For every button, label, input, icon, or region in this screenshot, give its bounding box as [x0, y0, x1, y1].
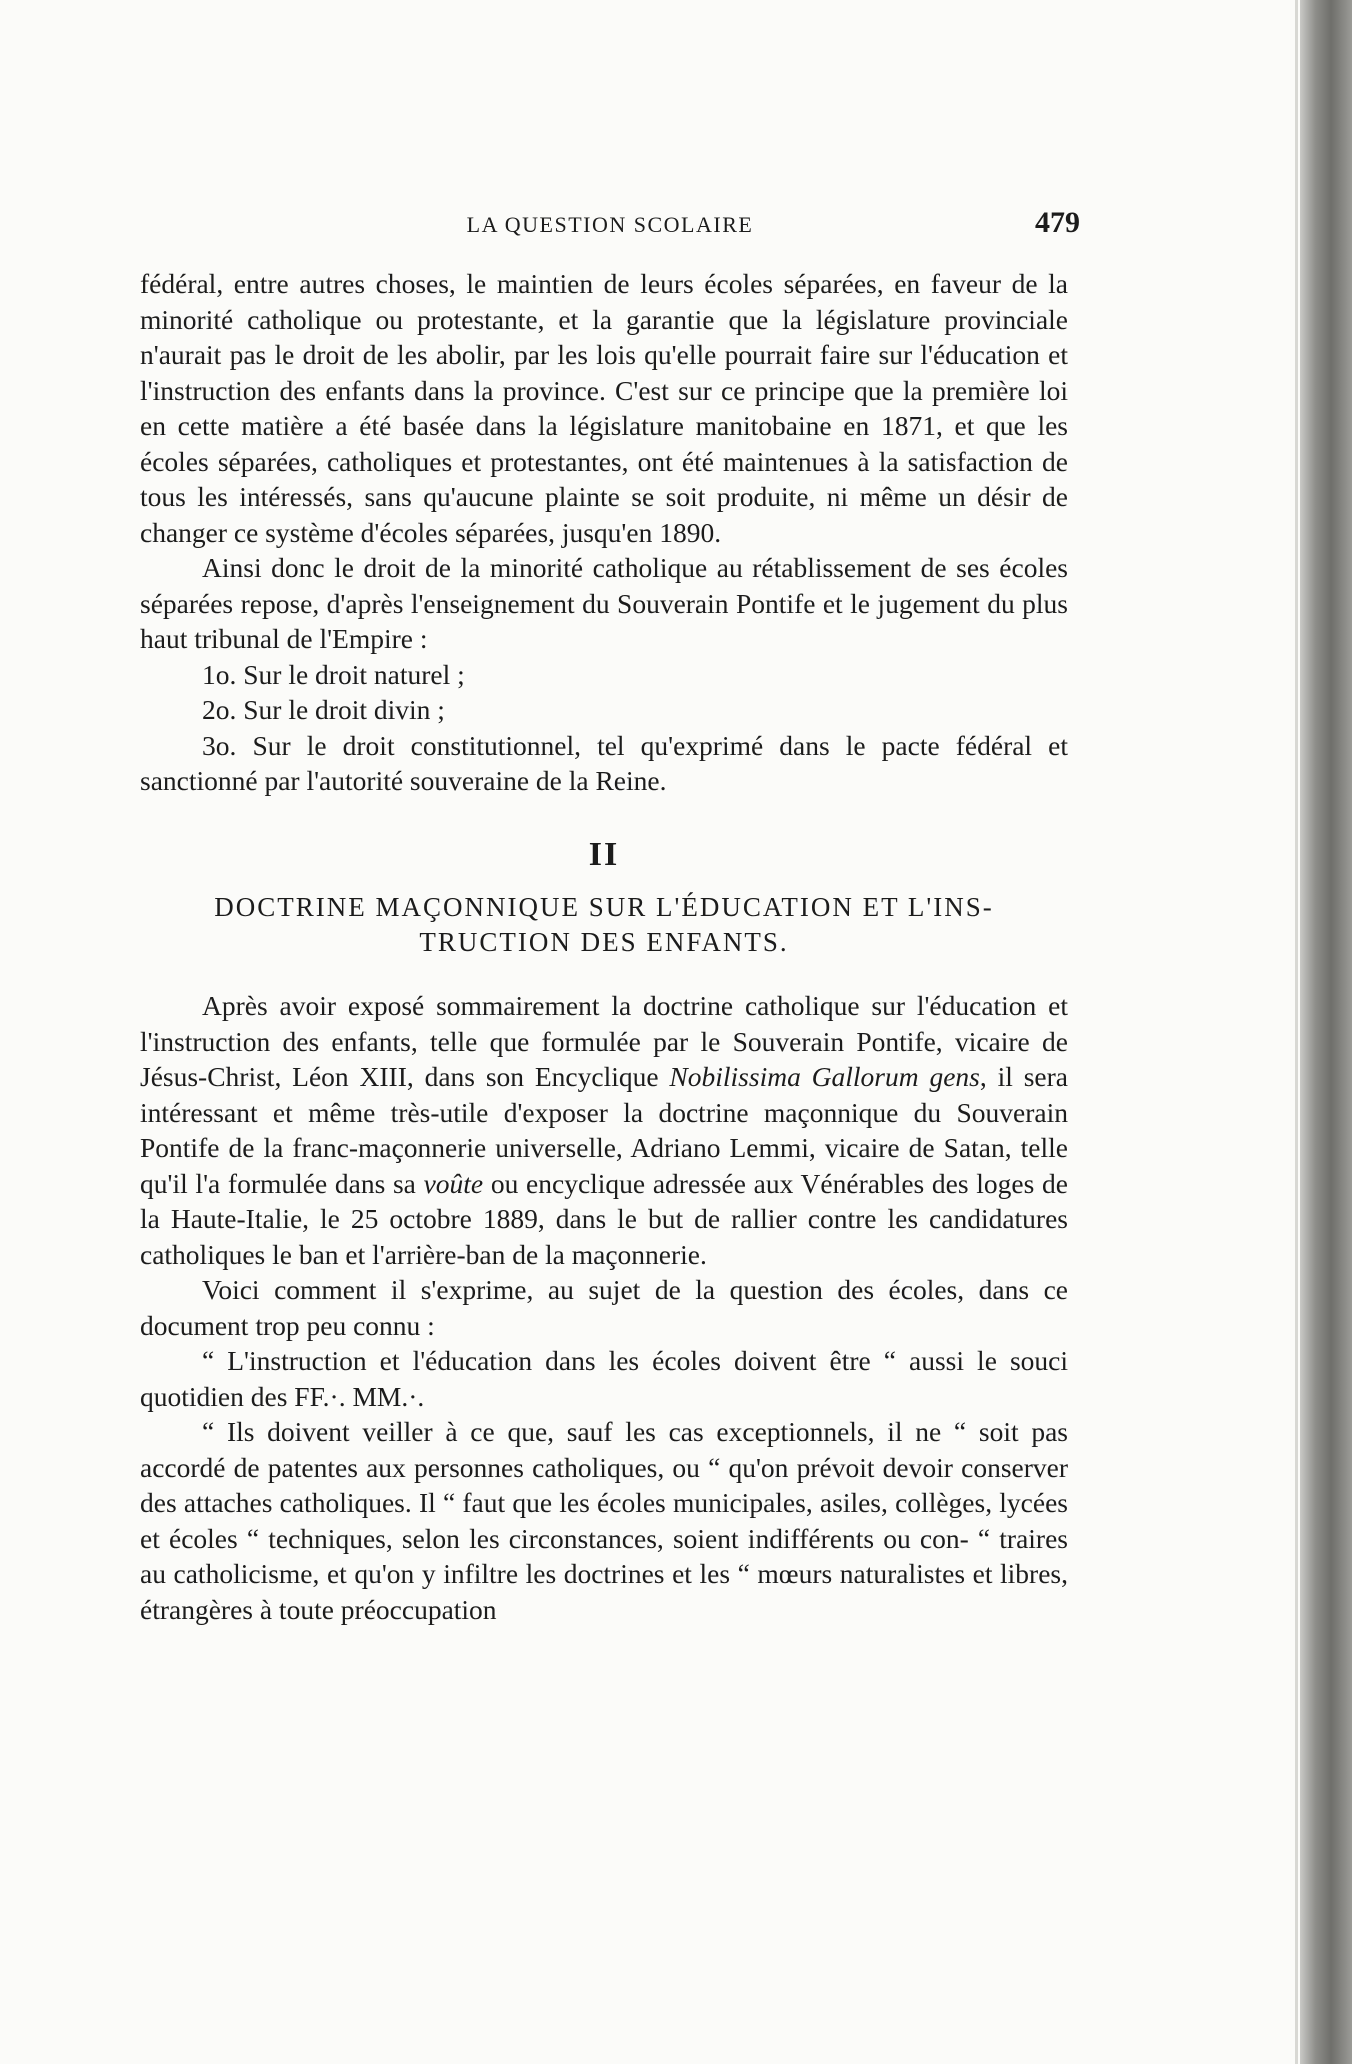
page-number: 479	[1035, 206, 1080, 239]
paragraph-text-part-2: , il sera intéressant et même très-utile d'exposer la doctrine maçonnique du Souverain Pontife de la franc-maçonnerie universelle, Adriano Lemmi, vicaire de Satan, telle qu'il l'a formulée dans sa	[140, 1061, 1068, 1199]
page-body	[140, 266, 1068, 1627]
voute-term: voûte	[423, 1167, 484, 1199]
section-number: II	[588, 835, 620, 873]
quote-paragraph-1: “ L'instruction et l'éducation dans les écoles doivent être “ aussi le souci quotidien des FF.·. MM.·.	[140, 1345, 1068, 1412]
paragraph-continuation: fédéral, entre autres choses, le maintien de leurs écoles séparées, en faveur de la minorité catholique ou protestante, et la garantie que la législature provinciale n'aurait pas le droit de les abolir, par les lois qu'elle pourrait faire sur l'éducation et l'instruction des enfants dans la province. C'est sur ce principe que la première loi en cette matière a été basée dans la législature manitobaine en 1871, et que les écoles séparées, catholiques et protestantes, ont été maintenues à la satisfaction de tous les intéressés, sans qu'aucune plainte se soit produite, ni même un désir de changer ce système d'écoles séparées, jusqu'en 1890.	[140, 268, 1068, 548]
paragraph-masonic-doctrine	[140, 988, 1068, 1272]
paragraph-minority-rights: Ainsi donc le droit de la minorité catholique au rétablissement de ses écoles séparées repose, d'après l'enseignement du Souverain Pontife et le jugement du plus haut tribunal de l'Empire :	[140, 552, 1068, 654]
list-item-constitutional-law: 3o. Sur le droit constitutionnel, tel qu'exprimé dans le pacte fédéral et sanctionné par l'autorité souveraine de la Reine.	[140, 729, 1068, 796]
paragraph-text-part-3: ou encyclique adressée aux Vénérables des loges de la Haute-Italie, le 25 octobre 1889, dans le but de rallier contre les candidatures catholiques le ban et l'arrière-ban de la maçonnerie.	[140, 1167, 1068, 1270]
list-item-natural-law: 1o. Sur le droit naturel ;	[202, 658, 465, 690]
page-header	[140, 206, 1080, 252]
paragraph-introduction-quote: Voici comment il s'exprime, au sujet de la question des écoles, dans ce document trop peu connu :	[140, 1274, 1068, 1341]
gutter-divider	[1295, 0, 1298, 2064]
list-item-divine-law: 2o. Sur le droit divin ;	[202, 694, 445, 725]
book-gutter-edge	[1300, 0, 1352, 2064]
paragraph-text-part-1: Après avoir exposé sommairement la doctrine catholique sur l'éducation et l'instruction des enfants, telle que formulée par le Souverain Pontife, vicaire de Jésus-Christ, Léon XIII, dans son Encyclique	[140, 990, 1068, 1092]
encyclical-title: Nobilissima Gallorum gens	[669, 1061, 980, 1092]
section-heading-line-2: TRUCTION DES ENFANTS.	[419, 927, 789, 957]
running-title: LA QUESTION SCOLAIRE	[466, 212, 754, 237]
section-heading	[140, 890, 1068, 960]
quote-paragraph-2: “ Ils doivent veiller à ce que, sauf les cas exceptionnels, il ne “ soit pas accordé de patentes aux personnes catholiques, ou “ qu'on prévoit devoir conserver des attaches catholiques. Il “ faut que les écoles municipales, asiles, collèges, lycées et écoles “ techniques, selon les circonstances, soient indifférents ou con- “ traires au catholicisme, et qu'on y infiltre les doctrines et les “ mœurs naturalistes et libres, étrangères à toute préoccupation	[140, 1416, 1068, 1625]
section-heading-line-1: DOCTRINE MAÇONNIQUE SUR L'ÉDUCATION ET L'INS-	[214, 892, 994, 922]
